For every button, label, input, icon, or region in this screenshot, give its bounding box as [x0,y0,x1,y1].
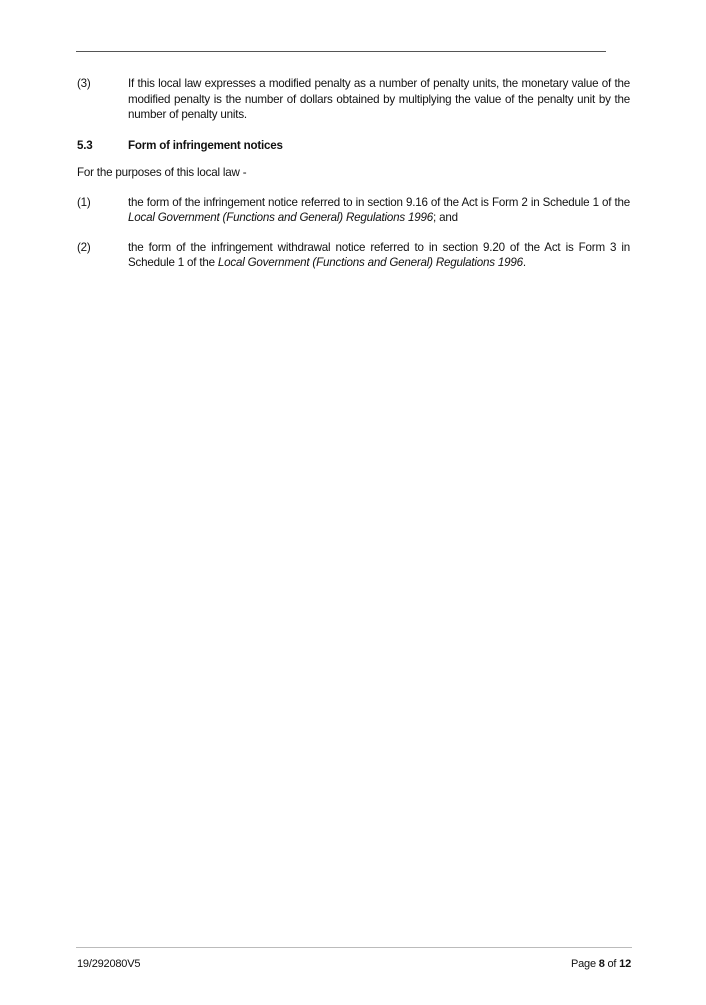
page-total: 12 [619,958,631,970]
clause-text-before: the form of the infringement withdrawal notice referred to in section 9.20 of the Act is Form 3 in Schedule 1 of the [128,240,630,269]
clause-number: (3) [77,77,91,90]
page-label: Page [570,958,596,970]
clause-number: (1) [77,195,91,209]
page-of: of [607,958,617,970]
page-current: 8 [598,958,605,970]
clause-text-after: . [522,256,526,269]
clause-text-before: the form of the infringement notice referred to in section 9.16 of the Act is Form 2 in Schedule 1 of the [128,195,630,209]
page-content [77,76,630,285]
section-number: 5.3 [77,138,93,152]
page-footer [77,958,631,970]
header-rule [76,51,606,52]
section-intro: For the purposes of this local law - [77,166,247,179]
section-heading [77,138,630,154]
clause-1 [77,195,630,226]
page-number [571,958,631,970]
section-title: Form of infringement notices [128,138,283,152]
clause-3 [77,76,630,123]
clause-text [128,195,630,226]
regulation-title: Local Government (Functions and General) Regulations 1996 [217,256,523,269]
regulation-title: Local Government (Functions and General) Regulations 1996 [128,211,434,224]
clause-text-after: ; and [433,211,458,224]
clause-text [128,240,630,271]
clause-text: If this local law expresses a modified penalty as a number of penalty units, the monetary value of the modified penalty is the number of dollars obtained by multiplying the value of the penalty unit by the number of penalty units. [128,77,630,121]
clause-number: (2) [77,240,91,254]
clause-list [77,195,630,271]
document-reference: 19/292080V5 [77,958,141,970]
clause-2 [77,240,630,271]
footer-rule [76,947,632,948]
